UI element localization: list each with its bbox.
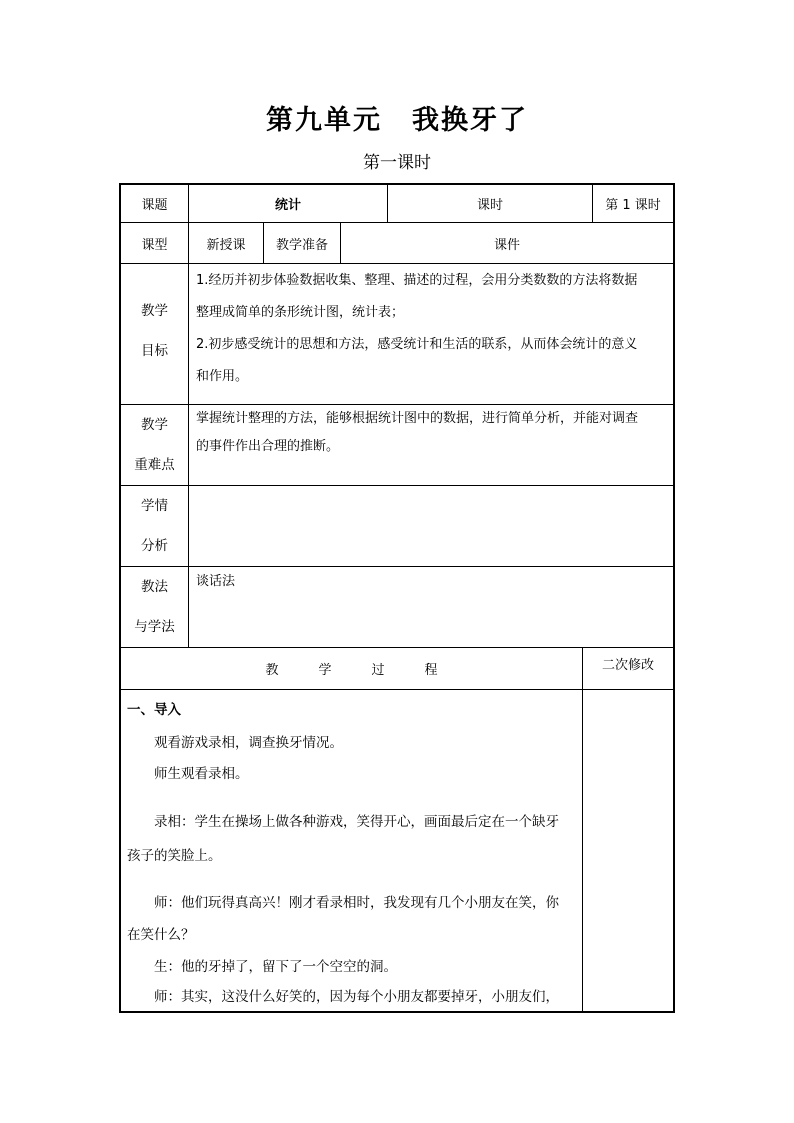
type-value: 新授课 (206, 237, 246, 253)
process-header-char: 教 (265, 663, 279, 678)
topic-label: 课题 (141, 197, 168, 213)
process-line: 孩子的笑脸上。 (127, 848, 222, 864)
analysis-label-line1: 学情 (141, 498, 168, 514)
analysis-label (121, 486, 188, 566)
process-header-char: 程 (424, 663, 438, 678)
process-line: 生：他的牙掉了，留下了一个空空的洞。 (154, 959, 397, 975)
table-border-right (673, 183, 675, 1013)
process-line: 录相：学生在操场上做各种游戏，笑得开心，画面最后定在一个缺牙 (154, 814, 559, 830)
goals-line: 2.初步感受统计的思想和方法，感受统计和生活的联系，从而体会统计的意义 (196, 337, 638, 352)
col-divider (582, 647, 583, 1011)
keypoints-text (196, 405, 668, 461)
process-line: 师：他们玩得真高兴！刚才看录相时，我发现有几个小朋友在笑，你 (154, 895, 559, 911)
methods-label (121, 567, 188, 647)
keypoints-label (121, 405, 188, 485)
keypoints-label-line1: 教学 (141, 417, 168, 433)
analysis-label-line2: 分析 (141, 538, 168, 554)
row-divider (119, 263, 675, 264)
type-label: 课型 (141, 237, 168, 253)
prep-value: 课件 (493, 237, 520, 253)
methods-value: 谈话法 (196, 574, 236, 589)
process-header-char: 过 (371, 663, 385, 678)
process-header-char: 学 (318, 663, 332, 678)
process-line: 在笑什么？ (127, 927, 195, 943)
methods-label-line1: 教法 (141, 579, 168, 595)
topic-value: 统计 (274, 197, 301, 213)
keypoints-label-line2: 重难点 (134, 457, 175, 473)
goals-label-line1: 教学 (141, 303, 168, 319)
period-label: 课时 (476, 197, 503, 213)
goals-line: 1.经历并初步体验数据收集、整理、描述的过程，会用分类数数的方法将数据 (196, 273, 638, 288)
table-border-bottom (119, 1011, 675, 1013)
prep-label: 教学准备 (275, 237, 328, 253)
process-line: 观看游戏录相，调查换牙情况。 (154, 735, 343, 751)
lesson-plan-table (119, 183, 675, 1013)
process-line: 师：其实，这没什么好笑的，因为每个小朋友都要掉牙，小朋友们， (154, 989, 559, 1005)
keypoints-line: 的事件作出合理的推断。 (196, 439, 340, 454)
goals-text (196, 265, 668, 393)
title-topic: 我换牙了 (412, 105, 528, 136)
methods-label-line2: 与学法 (134, 619, 175, 635)
goals-label-line2: 目标 (141, 343, 168, 359)
title-unit: 第九单元 (266, 105, 382, 136)
page-subtitle: 第一课时 (363, 153, 431, 173)
period-value: 第 1 课时 (605, 197, 661, 213)
process-header (121, 648, 582, 689)
goals-line: 和作用。 (196, 369, 249, 384)
keypoints-line: 掌握统计整理的方法，能够根据统计图中的数据，进行简单分析，并能对调查 (196, 411, 639, 426)
process-content (127, 689, 577, 1011)
page-title (0, 98, 794, 137)
row-divider (119, 566, 675, 567)
process-line: 师生观看录相。 (154, 766, 249, 782)
goals-label (121, 291, 188, 371)
goals-line: 整理成简单的条形统计图，统计表； (196, 305, 405, 320)
revision-label: 二次修改 (601, 658, 654, 673)
row-divider (119, 485, 675, 486)
process-section-title: 一、导入 (127, 702, 181, 718)
